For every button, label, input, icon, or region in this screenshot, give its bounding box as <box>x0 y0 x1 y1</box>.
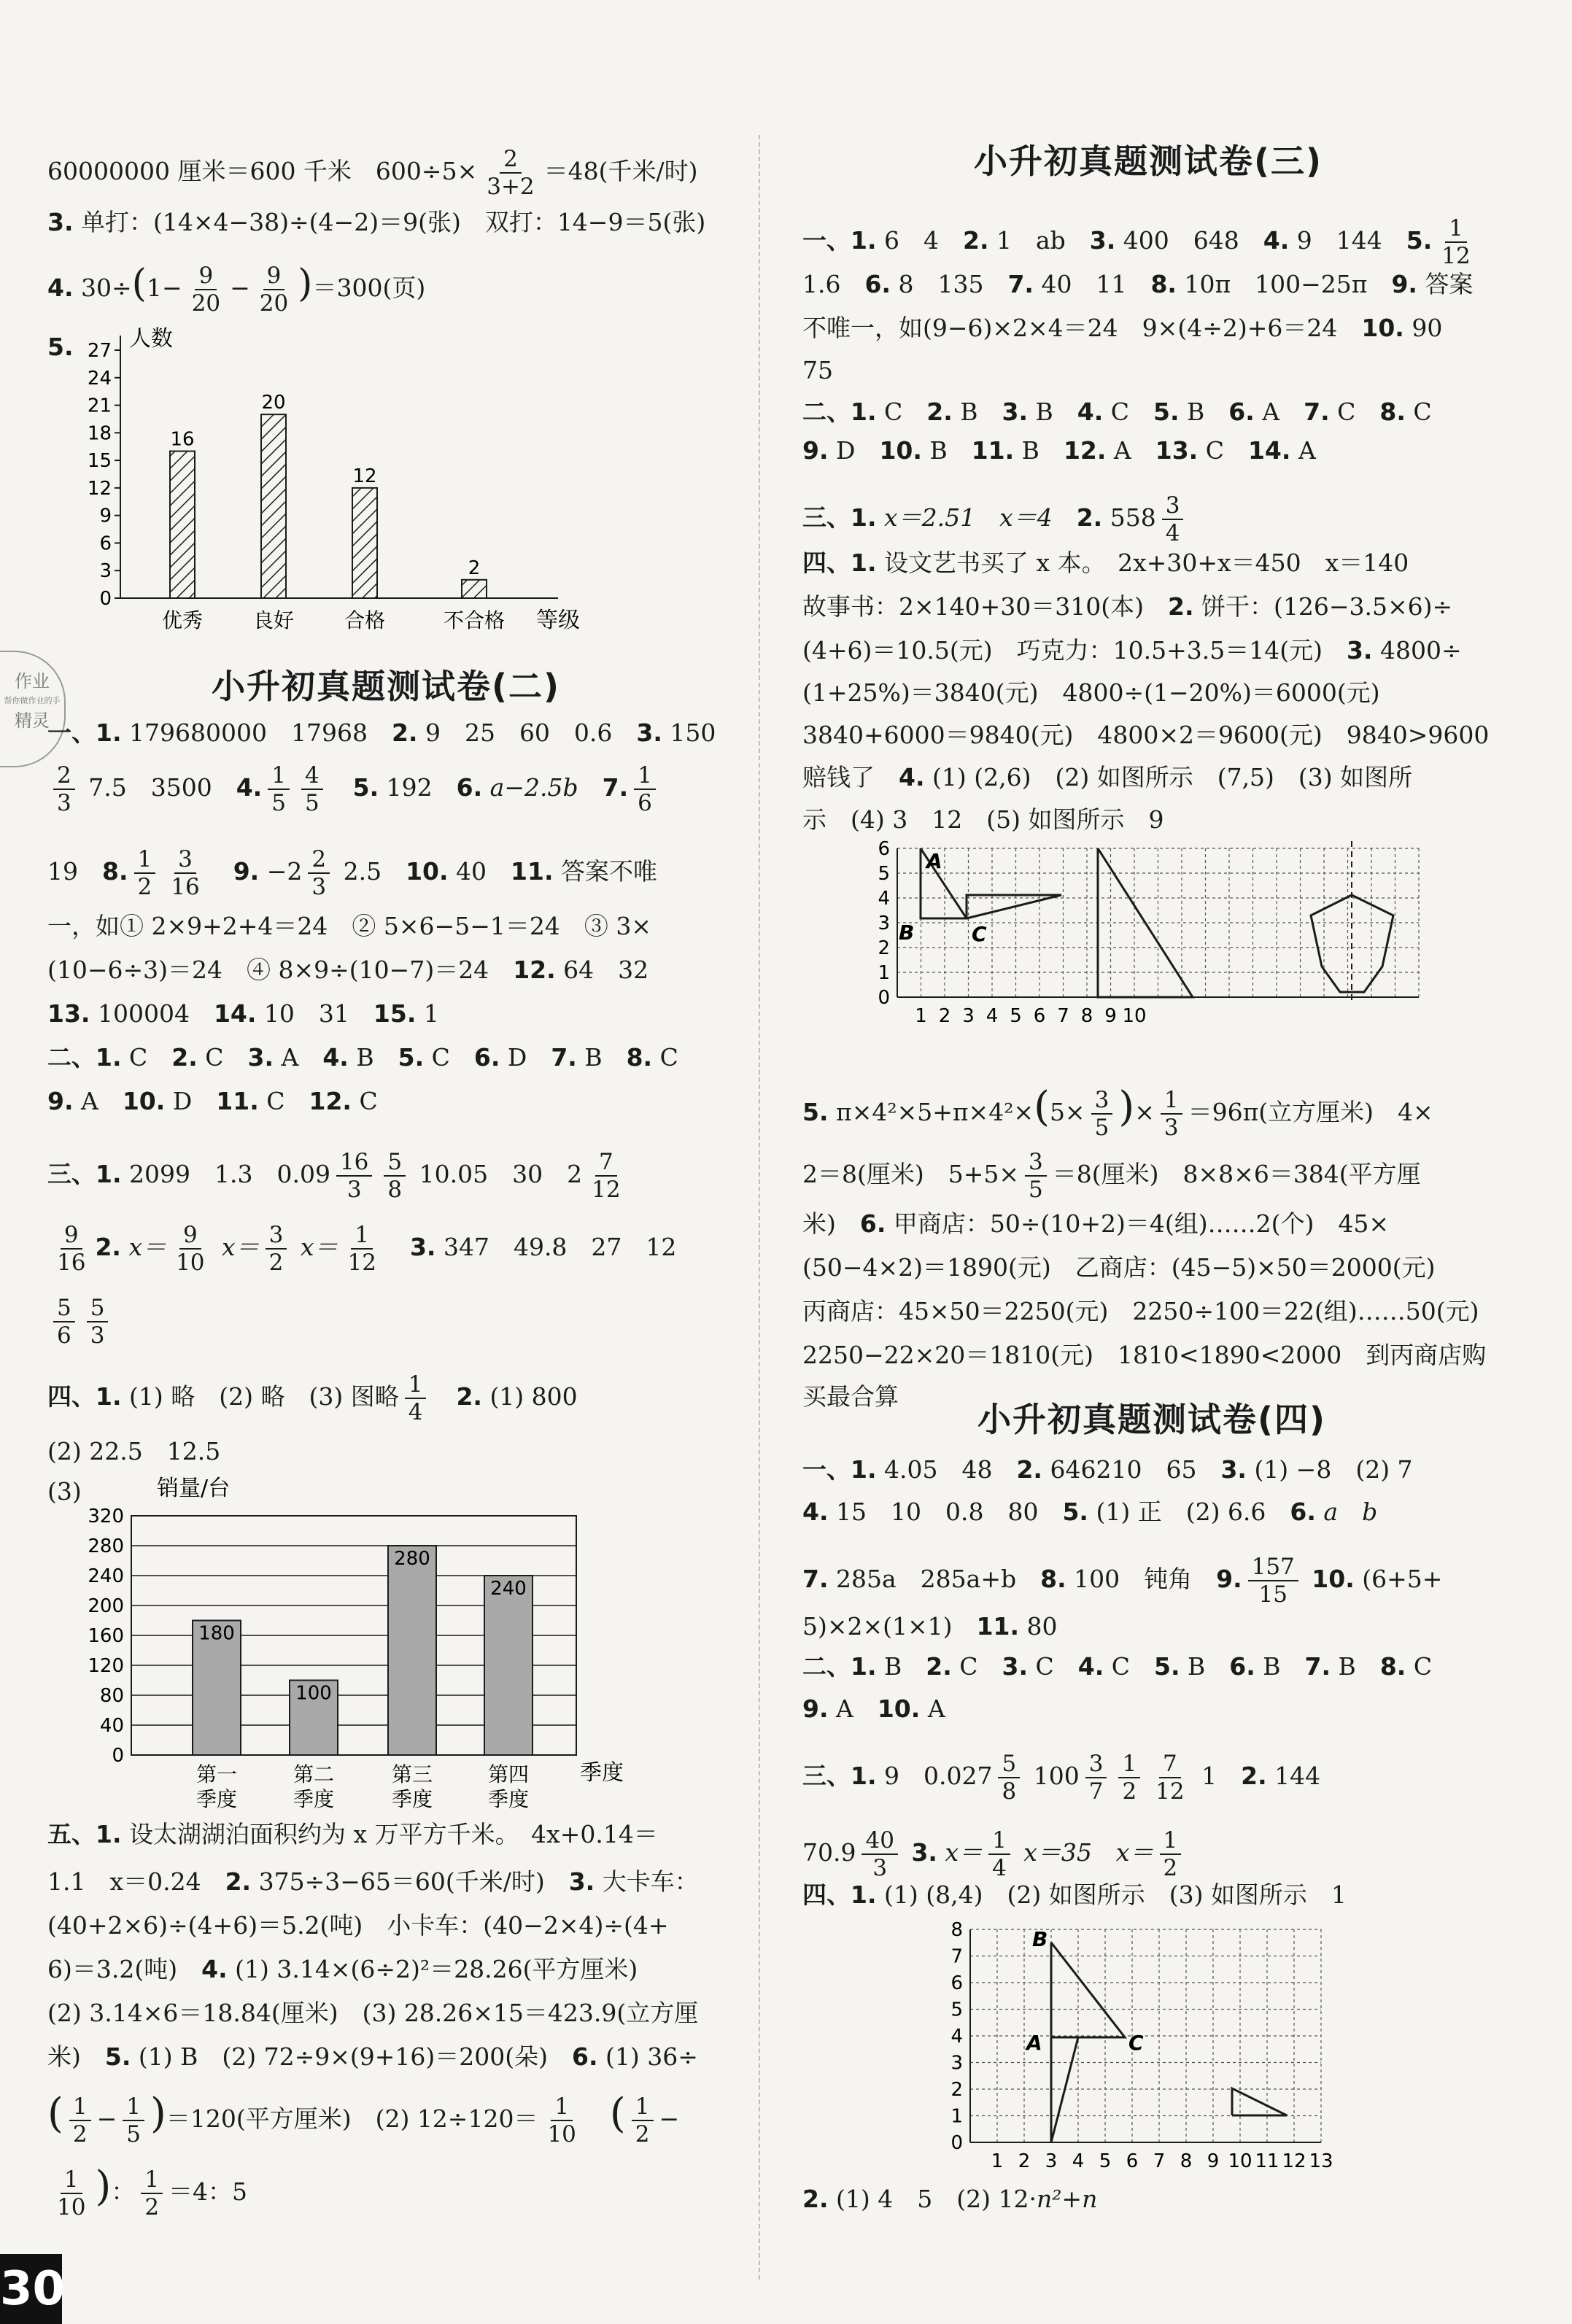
s2-line-m: (2) 22.5 12.5 <box>47 1437 221 1465</box>
chart2-category-label-2: 季度 <box>195 1787 238 1811</box>
line-l4-num: 5. <box>47 333 74 361</box>
s4-line-d: 5)×2×(1×1) 11. 80 <box>802 1612 1058 1641</box>
s3-line-g: 三、1. x＝2.51 x＝4 2. 558 $\frac{3}{4}$ <box>802 492 1189 546</box>
grid2-ytick-label: 8 <box>950 1919 963 1941</box>
chart2-ytick-label: 320 <box>88 1506 124 1527</box>
chart1-ytick-label: 6 <box>99 532 112 555</box>
grid2-xtick-label: 3 <box>1045 2150 1058 2172</box>
s3-line-m: 赔钱了 4. (1) (2,6) (2) 如图所示 (7,5) (3) 如图所 <box>802 763 1413 791</box>
s3-line-o: 5. π×4²×5+π×4²×(5× $\frac{3}{5}$ )× $\frac{1}{3}$ ＝96π(立方厘米) 4× <box>802 1083 1433 1141</box>
grid2-ytick-label: 4 <box>950 2026 963 2048</box>
grid1-label-b: B <box>899 921 915 945</box>
grid1-ytick-label: 6 <box>878 838 890 860</box>
grid1-xtick-label: 3 <box>962 1005 975 1027</box>
grid1-ytick-label: 2 <box>878 937 890 959</box>
grid2-ytick-label: 2 <box>950 2079 963 2101</box>
grid1-xtick-label: 9 <box>1104 1005 1117 1027</box>
chart2-category-label: 第二 <box>293 1762 335 1786</box>
s3-line-a: 一、1. 6 4 2. 1 ab 3. 400 648 4. 9 144 5. $\frac{1}{12}$ <box>802 215 1471 269</box>
s4-line-h: 70.9 $\frac{40}{3}$ 3. x＝ $\frac{1}{4}$ x＝35 x＝ $\frac{1}{2}$ <box>802 1827 1187 1881</box>
chart1-data-label: 16 <box>170 428 195 451</box>
s2-line-q: (40+2×6)÷(4+6)＝5.2(吨) 小卡车：(40−2×4)÷(4+ <box>47 1911 669 1940</box>
chart2-ytick-label: 280 <box>88 1535 124 1557</box>
s2-line-k: $\frac{5}{6}$ $\frac{5}{3}$ <box>47 1295 114 1349</box>
grid2-ytick-label: 3 <box>950 2052 963 2075</box>
s3-line-f: 9. D 10. B 11. B 12. A 13. C 14. A <box>802 436 1316 465</box>
chart2-ylabel: 销量/台 <box>157 1476 231 1501</box>
grid2-ytick-label: 5 <box>950 1999 963 2021</box>
s2-line-u: ( $\frac{1}{2}$ − $\frac{1}{5}$ )＝120(平方厘米) (2) 12÷120＝ $\frac{1}{10}$ ( $\frac{1}{2}$ − <box>47 2090 680 2147</box>
chart1-ytick-label: 3 <box>99 560 112 583</box>
s4-line-g: 三、1. 9 0.027 $\frac{5}{8}$ 100 $\frac{3}{7}$ $\frac{1}{2}$ $\frac{7}{12}$ 1 2. 144 <box>802 1751 1321 1805</box>
s2-line-t: 米) 5. (1) B (2) 72÷9×(9+16)＝200(朵) 6. (1) 36÷ <box>47 2042 698 2071</box>
chart1-bar <box>352 488 377 598</box>
chart2-category-label: 第三 <box>391 1762 433 1786</box>
chart2-ytick-label: 120 <box>88 1655 124 1677</box>
chart2-category-label-2: 季度 <box>487 1787 530 1811</box>
s3-line-b: 1.6 6. 8 135 7. 40 11 8. 10π 100−25π 9. 答案 <box>802 270 1474 298</box>
chart1-ytick-label: 24 <box>87 367 112 390</box>
grid2-label-b: B <box>1032 1927 1048 1951</box>
chart2-category-label: 第一 <box>195 1762 238 1786</box>
s2-line-h: 9. A 10. D 11. C 12. C <box>47 1087 378 1115</box>
grid2-xtick-label: 5 <box>1099 2150 1112 2172</box>
chart2-bar <box>388 1546 436 1755</box>
grid2-ytick-label: 0 <box>950 2132 963 2154</box>
chart2-ytick-label: 240 <box>88 1565 124 1587</box>
s2-line-f: 13. 100004 14. 10 31 15. 1 <box>47 999 439 1028</box>
chart2-bar <box>484 1576 533 1755</box>
chart2-xlabel: 季度 <box>580 1760 624 1786</box>
s3-line-i: 故事书：2×140+30＝310(本) 2. 饼干：(126−3.5×6)÷ <box>802 592 1453 621</box>
grid2-xtick-label: 7 <box>1153 2150 1166 2172</box>
bar-chart-ratings <box>69 321 609 642</box>
grid1-xtick-label: 5 <box>1010 1005 1022 1027</box>
section-title-3: 小升初真题测试卷(三) <box>974 142 1323 181</box>
grid1-xtick-label: 4 <box>986 1005 999 1027</box>
s3-line-c: 不唯一，如(9−6)×2×4＝24 9×(4÷2)+6＝24 10. 90 <box>802 314 1443 342</box>
chart1-category-label: 良好 <box>252 608 295 632</box>
s2-line-g: 二、1. C 2. C 3. A 4. B 5. C 6. D 7. B 8. C <box>47 1043 678 1072</box>
chart1-category-label: 合格 <box>344 608 386 632</box>
column-divider <box>759 135 760 2280</box>
chart2-category-label: 第四 <box>487 1762 530 1786</box>
chart2-category-label-2: 季度 <box>391 1787 433 1811</box>
chart1-data-label: 2 <box>468 557 481 579</box>
s2-line-l: 四、1. (1) 略 (2) 略 (3) 图略 $\frac{1}{4}$ 2. (1) 800 <box>47 1371 578 1425</box>
chart1-bar <box>170 452 195 598</box>
s3-line-r: (50−4×2)＝1890(元) 乙商店：(45−5)×50＝2000(元) <box>802 1253 1436 1282</box>
line-l2: 3. 单打：(14×4−38)÷(4−2)＝9(张) 双打：14−9＝5(张) <box>47 208 706 236</box>
grid2-xtick-label: 8 <box>1180 2150 1193 2172</box>
s4-line-a: 一、1. 4.05 48 2. 646210 65 3. (1) −8 (2) 7 <box>802 1455 1413 1484</box>
s4-line-j: 2. (1) 4 5 (2) 12·n²+n <box>802 2185 1098 2213</box>
s3-line-n: 示 (4) 3 12 (5) 如图所示 9 <box>802 805 1164 834</box>
s2-line-r: 6)＝3.2(吨) 4. (1) 3.14×(6÷2)²＝28.26(平方厘米) <box>47 1955 638 1983</box>
chart1-ytick-label: 27 <box>87 340 112 362</box>
s2-line-n: (3) <box>47 1477 82 1506</box>
grid1-ytick-label: 3 <box>878 913 890 934</box>
chart1-ytick-label: 15 <box>87 450 112 473</box>
grid2-xtick-label: 13 <box>1309 2150 1333 2172</box>
grid2-ytick-label: 6 <box>950 1972 963 1994</box>
chart2-ytick-label: 0 <box>112 1745 124 1767</box>
grid1-xtick-label: 7 <box>1057 1005 1069 1027</box>
homework-stamp: 作业 帮你做作业的手 精灵 <box>0 651 66 767</box>
s3-line-j: (4+6)＝10.5(元) 巧克力：10.5+3.5＝14(元) 3. 4800÷ <box>802 636 1462 665</box>
line-l1: 60000000 厘米＝600 千米 600÷5× $\frac{2}{3+2}$ ＝48(千米/时) <box>47 146 698 200</box>
grid1-ytick-label: 0 <box>878 987 890 1009</box>
s2-line-s: (2) 3.14×6＝18.84(厘米) (3) 28.26×15＝423.9(立方厘 <box>47 1999 699 2027</box>
s2-line-i: 三、1. 2099 1.3 0.09 $\frac{16}{3}$ $\frac{5}{8}$ 10.05 30 2 $\frac{7}{12}$ <box>47 1149 621 1203</box>
grid1-label-c: C <box>972 922 987 946</box>
bar-chart-sales <box>69 1466 624 1816</box>
chart1-category-label: 优秀 <box>161 608 204 632</box>
s3-line-u: 买最合算 <box>802 1382 899 1411</box>
s2-line-o: 五、1. 设太湖湖泊面积约为 x 万平方千米。 4x+0.14＝ <box>47 1820 658 1848</box>
s2-line-a: 一、1. 179680000 17968 2. 9 25 60 0.6 3. 150 <box>47 718 716 747</box>
grid2-ytick-label: 1 <box>950 2105 963 2128</box>
s3-line-d: 75 <box>802 356 833 384</box>
chart1-data-label: 12 <box>352 465 377 487</box>
chart2-data-label: 180 <box>198 1622 235 1645</box>
chart2-data-label: 280 <box>394 1548 430 1570</box>
grid1-label-a: A <box>926 849 942 873</box>
s3-line-k: (1+25%)＝3840(元) 4800÷(1−20%)＝6000(元) <box>802 678 1380 707</box>
grid2-label-c: C <box>1128 2031 1144 2055</box>
s3-line-l: 3840+6000＝9840(元) 4800×2＝9600(元) 9840>9600 <box>802 721 1490 749</box>
coordinate-grid-1 <box>868 835 1444 1032</box>
grid1-xtick-label: 8 <box>1080 1005 1093 1027</box>
grid2-label-a: A <box>1026 2031 1042 2055</box>
chart1-bar <box>462 580 487 598</box>
page-number: 30 <box>0 2254 62 2324</box>
chart2-ytick-label: 160 <box>88 1625 124 1647</box>
s2-line-d: 一，如① 2×9+2+4＝24 ② 5×6−5−1＝24 ③ 3× <box>47 912 651 940</box>
chart2-ytick-label: 200 <box>88 1595 124 1617</box>
chart1-data-label: 20 <box>261 392 286 414</box>
chart1-ytick-label: 18 <box>87 422 112 445</box>
grid1-ytick-label: 1 <box>878 962 890 984</box>
grid2-xtick-label: 11 <box>1255 2150 1279 2172</box>
s4-line-b: 4. 15 10 0.8 80 5. (1) 正 (2) 6.6 6. a b <box>802 1498 1378 1526</box>
chart1-ytick-label: 21 <box>87 395 112 417</box>
s3-line-s: 丙商店：45×50＝2250(元) 2250÷100＝22(组)……50(元) <box>802 1297 1479 1325</box>
fraction: $\frac{2}{3+2}$ <box>487 146 535 200</box>
chart2-data-label: 240 <box>490 1578 527 1600</box>
s2-line-e: (10−6÷3)＝24 ④ 8×9÷(10−7)＝24 12. 64 32 <box>47 956 649 984</box>
grid2-xtick-label: 1 <box>991 2150 1004 2172</box>
chart2-ytick-label: 40 <box>99 1715 124 1737</box>
s2-line-b: $\frac{2}{3}$ 7.5 3500 4. $\frac{1}{5}$ $\frac{4}{5}$ 5. 192 6. a−2.5b 7. $\frac{1}{6}$ <box>47 762 662 816</box>
s2-line-c: 19 8. $\frac{1}{2}$ $\frac{3}{16}$ 9. −2 $\frac{2}{3}$ 2.5 10. 40 11. 答案不唯 <box>47 846 657 900</box>
grid1-xtick-label: 10 <box>1122 1005 1147 1027</box>
s3-line-t: 2250−22×20＝1810(元) 1810<1890<2000 到丙商店购 <box>802 1341 1487 1369</box>
chart2-data-label: 100 <box>295 1682 332 1705</box>
grid1-ytick-label: 5 <box>878 863 890 885</box>
s4-line-e: 二、1. B 2. C 3. C 4. C 5. B 6. B 7. B 8. C <box>802 1652 1433 1681</box>
chart1-ytick-label: 12 <box>87 477 112 500</box>
s2-line-j: $\frac{9}{16}$ 2. x＝ $\frac{9}{10}$ x＝ $\frac{3}{2}$ x＝ $\frac{1}{12}$ 3. 347 49.8 27 12 <box>57 1222 677 1276</box>
chart1-bar <box>261 414 286 598</box>
grid1-xtick-label: 1 <box>915 1005 927 1027</box>
line-l3: 4. 30÷(1− $\frac{9}{20}$ − $\frac{9}{20}$ )＝300(页) <box>47 262 426 317</box>
chart2-category-label-2: 季度 <box>293 1787 335 1811</box>
section-title-4: 小升初真题测试卷(四) <box>977 1400 1327 1439</box>
s4-line-i: 四、1. (1) (8,4) (2) 如图所示 (3) 如图所示 1 <box>802 1880 1347 1909</box>
chart2-ytick-label: 80 <box>99 1685 124 1707</box>
coordinate-grid-2 <box>937 1911 1375 2181</box>
grid1-xtick-label: 2 <box>938 1005 951 1027</box>
grid2-ytick-label: 7 <box>950 1945 963 1968</box>
s4-line-f: 9. A 10. A <box>802 1694 945 1723</box>
grid1-xtick-label: 6 <box>1033 1005 1046 1027</box>
grid2-xtick-label: 4 <box>1072 2150 1085 2172</box>
chart1-ytick-label: 9 <box>99 505 112 527</box>
s3-line-p: 2＝8(厘米) 5+5× $\frac{3}{5}$ ＝8(厘米) 8×8×6＝384(平方厘 <box>802 1149 1421 1203</box>
s2-line-v: $\frac{1}{10}$ )： $\frac{1}{2}$ ＝4：5 <box>57 2163 248 2220</box>
grid2-xtick-label: 10 <box>1228 2150 1252 2172</box>
s3-line-q: 米) 6. 甲商店：50÷(10+2)＝4(组)……2(个) 45× <box>802 1209 1390 1238</box>
s4-line-c: 7. 285a 285a+b 8. 100 钝角 9. $\frac{157}{15}$ 10. (6+5+ <box>802 1554 1443 1608</box>
grid2-xtick-label: 12 <box>1282 2150 1306 2172</box>
grid1-ytick-label: 4 <box>878 888 890 910</box>
grid2-xtick-label: 9 <box>1207 2150 1220 2172</box>
grid2-xtick-label: 6 <box>1126 2150 1139 2172</box>
section-title-2: 小升初真题测试卷(二) <box>212 667 561 706</box>
grid2-xtick-label: 2 <box>1018 2150 1031 2172</box>
chart1-xlabel: 等级 <box>536 608 580 633</box>
s3-line-h: 四、1. 设文艺书买了 x 本。 2x+30+x＝450 x＝140 <box>802 549 1409 577</box>
s2-line-p: 1.1 x＝0.24 2. 375÷3−65＝60(千米/时) 3. 大卡车： <box>47 1867 699 1896</box>
chart1-category-label: 不合格 <box>443 608 506 632</box>
chart1-ylabel: 人数 <box>129 326 173 352</box>
chart1-ytick-label: 0 <box>99 588 112 610</box>
s3-line-e: 二、1. C 2. B 3. B 4. C 5. B 6. A 7. C 8. C <box>802 398 1432 426</box>
